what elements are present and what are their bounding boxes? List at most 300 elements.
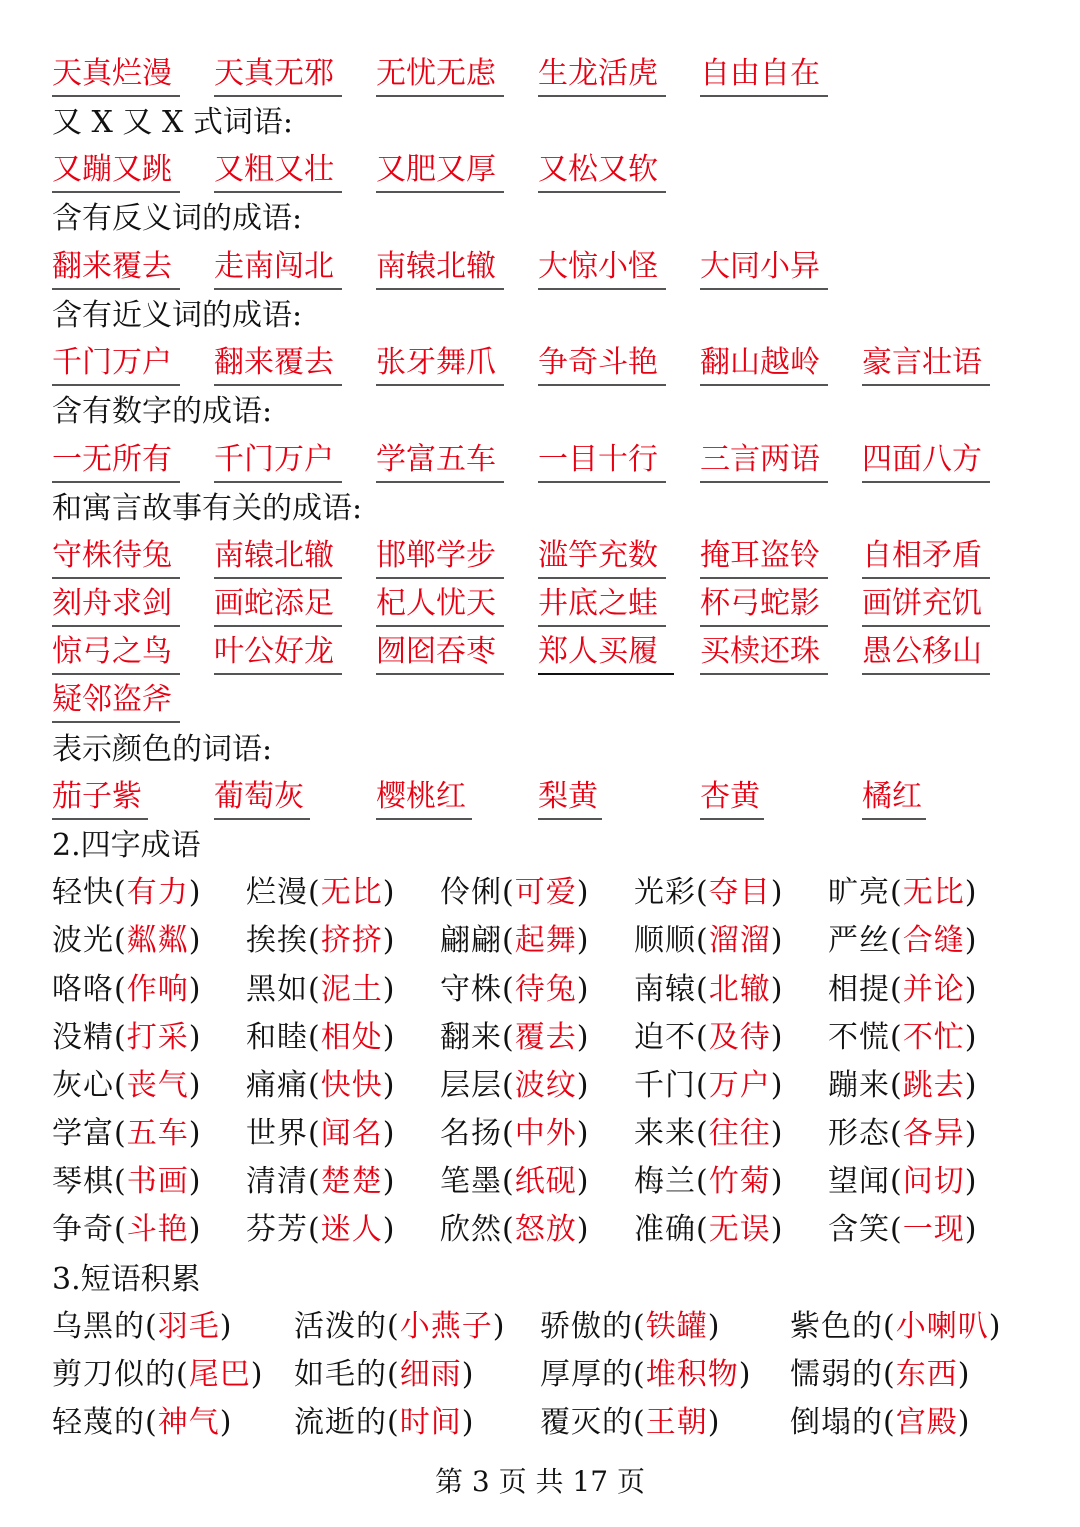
idiom-item xyxy=(440,1162,589,1202)
close-paren: ) xyxy=(492,1309,506,1344)
idiom-prefix: 争奇 xyxy=(52,1212,114,1247)
answer-word: 梨黄 xyxy=(538,778,602,820)
idiom-answer: 怒放 xyxy=(514,1212,577,1247)
open-paren: ( xyxy=(696,875,709,910)
answer-word: 愚公移山 xyxy=(862,633,990,675)
open-paren: ( xyxy=(145,1309,158,1344)
phrase-item xyxy=(294,1403,474,1443)
close-paren: ) xyxy=(770,1212,784,1247)
close-paren: ) xyxy=(964,1212,978,1247)
idiom-answer: 无误 xyxy=(708,1212,771,1247)
open-paren: ( xyxy=(502,1068,515,1103)
idiom-item xyxy=(634,1210,783,1250)
idiom-item xyxy=(828,1114,977,1154)
idiom-item xyxy=(440,921,589,961)
idiom-answer: 泥土 xyxy=(320,972,383,1007)
close-paren: ) xyxy=(188,1164,202,1199)
close-paren: ) xyxy=(188,1068,202,1103)
close-paren: ) xyxy=(382,1020,396,1055)
answer-word: 杯弓蛇影 xyxy=(700,585,828,627)
idiom-item xyxy=(440,1066,589,1106)
open-paren: ( xyxy=(114,923,127,958)
idiom-prefix: 严丝 xyxy=(828,923,890,958)
answer-word: 南辕北辙 xyxy=(376,248,504,290)
phrase-item xyxy=(52,1355,263,1395)
idiom-answer: 有力 xyxy=(126,875,189,910)
idiom-prefix: 含笑 xyxy=(828,1212,890,1247)
answer-word: 自相矛盾 xyxy=(862,537,990,579)
idiom-prefix: 翩翩 xyxy=(440,923,502,958)
open-paren: ( xyxy=(696,923,709,958)
answer-word: 囫囵吞枣 xyxy=(376,633,504,675)
open-paren: ( xyxy=(502,875,515,910)
idiom-answer: 闻名 xyxy=(320,1116,383,1151)
answer-word: 杏黄 xyxy=(700,778,764,820)
page-footer: 第 3 页 共 17 页 xyxy=(435,1465,645,1498)
idiom-prefix: 准确 xyxy=(634,1212,696,1247)
phrase-prefix: 轻蔑的 xyxy=(52,1405,145,1440)
close-paren: ) xyxy=(219,1405,233,1440)
idiom-prefix: 相提 xyxy=(828,972,890,1007)
close-paren: ) xyxy=(188,875,202,910)
section-heading: 表示颜色的词语: xyxy=(52,732,273,767)
open-paren: ( xyxy=(890,875,903,910)
idiom-item xyxy=(52,1162,201,1202)
idiom-answer: 不忙 xyxy=(902,1020,965,1055)
close-paren: ) xyxy=(382,875,396,910)
idiom-answer: 书画 xyxy=(126,1164,189,1199)
open-paren: ( xyxy=(696,972,709,1007)
idiom-item xyxy=(52,1066,201,1106)
phrase-answer: 宫殿 xyxy=(895,1405,958,1440)
idiom-prefix: 波光 xyxy=(52,923,114,958)
phrase-prefix: 剪刀似的 xyxy=(52,1357,176,1392)
open-paren: ( xyxy=(696,1164,709,1199)
phrase-item xyxy=(540,1307,720,1347)
answer-word: 又粗又壮 xyxy=(214,151,342,193)
close-paren: ) xyxy=(576,875,590,910)
answer-word: 井底之蛙 xyxy=(538,585,666,627)
close-paren: ) xyxy=(964,875,978,910)
open-paren: ( xyxy=(502,1116,515,1151)
answer-word: 茄子紫 xyxy=(52,778,148,820)
close-paren: ) xyxy=(770,972,784,1007)
open-paren: ( xyxy=(114,1212,127,1247)
answer-word: 掩耳盗铃 xyxy=(700,537,828,579)
idiom-item xyxy=(828,1066,977,1106)
open-paren: ( xyxy=(502,1212,515,1247)
idiom-answer: 起舞 xyxy=(514,923,577,958)
idiom-prefix: 形态 xyxy=(828,1116,890,1151)
phrase-item xyxy=(294,1307,505,1347)
open-paren: ( xyxy=(114,1116,127,1151)
idiom-prefix: 痛痛 xyxy=(246,1068,308,1103)
answer-word: 学富五车 xyxy=(376,441,504,483)
close-paren: ) xyxy=(707,1309,721,1344)
idiom-item xyxy=(52,1114,201,1154)
open-paren: ( xyxy=(308,923,321,958)
close-paren: ) xyxy=(738,1357,752,1392)
idiom-answer: 往往 xyxy=(708,1116,771,1151)
open-paren: ( xyxy=(114,1164,127,1199)
answer-word: 一目十行 xyxy=(538,441,666,483)
answer-word: 惊弓之鸟 xyxy=(52,633,180,675)
open-paren: ( xyxy=(890,1212,903,1247)
open-paren: ( xyxy=(890,1020,903,1055)
answer-word: 郑人买履 xyxy=(538,633,674,675)
open-paren: ( xyxy=(890,1164,903,1199)
answer-word: 天真无邪 xyxy=(214,55,342,97)
idiom-prefix: 梅兰 xyxy=(634,1164,696,1199)
idiom-item xyxy=(828,1210,977,1250)
idiom-item xyxy=(440,1114,589,1154)
idiom-answer: 问切 xyxy=(902,1164,965,1199)
idiom-item xyxy=(828,1162,977,1202)
phrase-prefix: 覆灭的 xyxy=(540,1405,633,1440)
open-paren: ( xyxy=(308,972,321,1007)
open-paren: ( xyxy=(696,1212,709,1247)
close-paren: ) xyxy=(964,923,978,958)
idiom-item xyxy=(246,921,395,961)
idiom-prefix: 迫不 xyxy=(634,1020,696,1055)
idiom-answer: 夺目 xyxy=(708,875,771,910)
section-heading: 2.四字成语 xyxy=(52,828,201,863)
idiom-prefix: 不慌 xyxy=(828,1020,890,1055)
open-paren: ( xyxy=(502,1020,515,1055)
idiom-answer: 粼粼 xyxy=(126,923,189,958)
idiom-prefix: 光彩 xyxy=(634,875,696,910)
phrase-item xyxy=(52,1403,232,1443)
idiom-answer: 覆去 xyxy=(514,1020,577,1055)
open-paren: ( xyxy=(890,1068,903,1103)
idiom-prefix: 伶俐 xyxy=(440,875,502,910)
close-paren: ) xyxy=(576,1164,590,1199)
open-paren: ( xyxy=(633,1405,646,1440)
idiom-prefix: 烂漫 xyxy=(246,875,308,910)
idiom-item xyxy=(246,1114,395,1154)
idiom-prefix: 顺顺 xyxy=(634,923,696,958)
idiom-item xyxy=(634,873,783,913)
open-paren: ( xyxy=(890,1116,903,1151)
phrase-item xyxy=(294,1355,474,1395)
open-paren: ( xyxy=(502,972,515,1007)
section-heading: 又 X 又 X 式词语: xyxy=(52,105,293,140)
close-paren: ) xyxy=(461,1405,475,1440)
idiom-prefix: 咯咯 xyxy=(52,972,114,1007)
answer-word: 千门万户 xyxy=(214,441,342,483)
phrase-answer: 铁罐 xyxy=(645,1309,708,1344)
phrase-answer: 东西 xyxy=(895,1357,958,1392)
open-paren: ( xyxy=(387,1309,400,1344)
idiom-prefix: 翻来 xyxy=(440,1020,502,1055)
open-paren: ( xyxy=(696,1068,709,1103)
phrase-prefix: 如毛的 xyxy=(294,1357,387,1392)
idiom-item xyxy=(52,1018,201,1058)
phrase-prefix: 紫色的 xyxy=(790,1309,883,1344)
phrase-answer: 细雨 xyxy=(399,1357,462,1392)
answer-word: 大同小异 xyxy=(700,248,828,290)
answer-word: 邯郸学步 xyxy=(376,537,504,579)
idiom-prefix: 笔墨 xyxy=(440,1164,502,1199)
close-paren: ) xyxy=(382,972,396,1007)
idiom-answer: 北辙 xyxy=(708,972,771,1007)
open-paren: ( xyxy=(883,1357,896,1392)
answer-word: 又肥又厚 xyxy=(376,151,504,193)
idiom-item xyxy=(634,970,783,1010)
idiom-item xyxy=(52,873,201,913)
idiom-prefix: 南辕 xyxy=(634,972,696,1007)
idiom-prefix: 来来 xyxy=(634,1116,696,1151)
idiom-answer: 中外 xyxy=(514,1116,577,1151)
idiom-item xyxy=(828,1018,977,1058)
open-paren: ( xyxy=(308,1212,321,1247)
open-paren: ( xyxy=(502,923,515,958)
idiom-answer: 可爱 xyxy=(514,875,577,910)
close-paren: ) xyxy=(770,923,784,958)
phrase-prefix: 活泼的 xyxy=(294,1309,387,1344)
close-paren: ) xyxy=(770,875,784,910)
section-heading: 含有数字的成语: xyxy=(52,394,273,429)
idiom-item xyxy=(440,1210,589,1250)
phrase-item xyxy=(540,1403,720,1443)
open-paren: ( xyxy=(114,972,127,1007)
answer-word: 大惊小怪 xyxy=(538,248,666,290)
close-paren: ) xyxy=(382,1212,396,1247)
close-paren: ) xyxy=(957,1357,971,1392)
close-paren: ) xyxy=(957,1405,971,1440)
phrase-answer: 羽毛 xyxy=(157,1309,220,1344)
phrase-prefix: 懦弱的 xyxy=(790,1357,883,1392)
answer-word: 自由自在 xyxy=(700,55,828,97)
close-paren: ) xyxy=(188,1020,202,1055)
open-paren: ( xyxy=(883,1309,896,1344)
answer-word: 杞人忧天 xyxy=(376,585,504,627)
idiom-prefix: 望闻 xyxy=(828,1164,890,1199)
close-paren: ) xyxy=(188,1116,202,1151)
idiom-answer: 作响 xyxy=(126,972,189,1007)
phrase-item xyxy=(790,1355,970,1395)
idiom-answer: 一现 xyxy=(902,1212,965,1247)
phrase-answer: 王朝 xyxy=(645,1405,708,1440)
open-paren: ( xyxy=(114,875,127,910)
idiom-answer: 待兔 xyxy=(514,972,577,1007)
answer-word: 守株待兔 xyxy=(52,537,180,579)
idiom-prefix: 轻快 xyxy=(52,875,114,910)
close-paren: ) xyxy=(576,1116,590,1151)
idiom-answer: 相处 xyxy=(320,1020,383,1055)
idiom-item xyxy=(246,1018,395,1058)
open-paren: ( xyxy=(145,1405,158,1440)
idiom-item xyxy=(52,1210,201,1250)
close-paren: ) xyxy=(219,1309,233,1344)
idiom-item xyxy=(440,1018,589,1058)
idiom-answer: 竹菊 xyxy=(708,1164,771,1199)
answer-word: 画饼充饥 xyxy=(862,585,990,627)
idiom-item xyxy=(440,873,589,913)
idiom-item xyxy=(634,1162,783,1202)
idiom-prefix: 灰心 xyxy=(52,1068,114,1103)
phrase-answer: 尾巴 xyxy=(188,1357,251,1392)
idiom-prefix: 千门 xyxy=(634,1068,696,1103)
close-paren: ) xyxy=(188,923,202,958)
section-heading: 3.短语积累 xyxy=(52,1262,201,1297)
answer-word: 争奇斗艳 xyxy=(538,344,666,386)
close-paren: ) xyxy=(770,1068,784,1103)
open-paren: ( xyxy=(114,1020,127,1055)
answer-word: 买椟还珠 xyxy=(700,633,828,675)
answer-word: 葡萄灰 xyxy=(214,778,310,820)
close-paren: ) xyxy=(988,1309,1002,1344)
close-paren: ) xyxy=(382,923,396,958)
open-paren: ( xyxy=(114,1068,127,1103)
answer-word: 一无所有 xyxy=(52,441,180,483)
phrase-answer: 堆积物 xyxy=(645,1357,739,1392)
idiom-item xyxy=(634,921,783,961)
phrase-item xyxy=(790,1307,1001,1347)
idiom-answer: 挤挤 xyxy=(320,923,383,958)
phrase-answer: 小燕子 xyxy=(399,1309,493,1344)
close-paren: ) xyxy=(576,923,590,958)
answer-word: 刻舟求剑 xyxy=(52,585,180,627)
answer-word: 无忧无虑 xyxy=(376,55,504,97)
phrase-prefix: 骄傲的 xyxy=(540,1309,633,1344)
answer-word: 又松又软 xyxy=(538,151,666,193)
answer-word: 生龙活虎 xyxy=(538,55,666,97)
close-paren: ) xyxy=(382,1116,396,1151)
idiom-item xyxy=(246,970,395,1010)
idiom-item xyxy=(634,1114,783,1154)
open-paren: ( xyxy=(502,1164,515,1199)
idiom-answer: 及待 xyxy=(708,1020,771,1055)
idiom-prefix: 层层 xyxy=(440,1068,502,1103)
open-paren: ( xyxy=(176,1357,189,1392)
idiom-item xyxy=(828,921,977,961)
close-paren: ) xyxy=(188,1212,202,1247)
phrase-prefix: 乌黑的 xyxy=(52,1309,145,1344)
idiom-item xyxy=(246,1162,395,1202)
answer-word: 张牙舞爪 xyxy=(376,344,504,386)
idiom-answer: 溜溜 xyxy=(708,923,771,958)
idiom-prefix: 名扬 xyxy=(440,1116,502,1151)
answer-word: 天真烂漫 xyxy=(52,55,180,97)
answer-word: 千门万户 xyxy=(52,344,180,386)
idiom-answer: 合缝 xyxy=(902,923,965,958)
close-paren: ) xyxy=(576,1068,590,1103)
phrase-item xyxy=(540,1355,751,1395)
close-paren: ) xyxy=(964,972,978,1007)
close-paren: ) xyxy=(964,1116,978,1151)
idiom-item xyxy=(246,1066,395,1106)
open-paren: ( xyxy=(308,875,321,910)
open-paren: ( xyxy=(696,1020,709,1055)
idiom-prefix: 琴棋 xyxy=(52,1164,114,1199)
idiom-answer: 无比 xyxy=(902,875,965,910)
idiom-item xyxy=(246,873,395,913)
idiom-item xyxy=(246,1210,395,1250)
idiom-prefix: 学富 xyxy=(52,1116,114,1151)
idiom-prefix: 蹦来 xyxy=(828,1068,890,1103)
answer-word: 翻来覆去 xyxy=(214,344,342,386)
open-paren: ( xyxy=(890,923,903,958)
idiom-answer: 丧气 xyxy=(126,1068,189,1103)
answer-word: 翻来覆去 xyxy=(52,248,180,290)
answer-word: 南辕北辙 xyxy=(214,537,342,579)
idiom-item xyxy=(828,873,977,913)
answer-word: 叶公好龙 xyxy=(214,633,342,675)
answer-word: 四面八方 xyxy=(862,441,990,483)
answer-word: 疑邻盗斧 xyxy=(52,681,180,723)
close-paren: ) xyxy=(250,1357,264,1392)
answer-word: 走南闯北 xyxy=(214,248,342,290)
idiom-answer: 楚楚 xyxy=(320,1164,383,1199)
idiom-answer: 快快 xyxy=(320,1068,383,1103)
idiom-answer: 纸砚 xyxy=(514,1164,577,1199)
phrase-prefix: 厚厚的 xyxy=(540,1357,633,1392)
close-paren: ) xyxy=(707,1405,721,1440)
open-paren: ( xyxy=(633,1309,646,1344)
phrase-answer: 时间 xyxy=(399,1405,462,1440)
idiom-answer: 无比 xyxy=(320,875,383,910)
idiom-item xyxy=(440,970,589,1010)
idiom-prefix: 黑如 xyxy=(246,972,308,1007)
open-paren: ( xyxy=(883,1405,896,1440)
close-paren: ) xyxy=(964,1020,978,1055)
close-paren: ) xyxy=(576,972,590,1007)
idiom-item xyxy=(634,1018,783,1058)
open-paren: ( xyxy=(308,1020,321,1055)
close-paren: ) xyxy=(382,1164,396,1199)
answer-word: 三言两语 xyxy=(700,441,828,483)
idiom-answer: 万户 xyxy=(708,1068,771,1103)
idiom-item xyxy=(52,921,201,961)
idiom-prefix: 世界 xyxy=(246,1116,308,1151)
idiom-prefix: 芬芳 xyxy=(246,1212,308,1247)
phrase-prefix: 倒塌的 xyxy=(790,1405,883,1440)
answer-word: 画蛇添足 xyxy=(214,585,342,627)
open-paren: ( xyxy=(696,1116,709,1151)
idiom-prefix: 没精 xyxy=(52,1020,114,1055)
idiom-prefix: 和睦 xyxy=(246,1020,308,1055)
close-paren: ) xyxy=(576,1020,590,1055)
idiom-prefix: 欣然 xyxy=(440,1212,502,1247)
idiom-answer: 各异 xyxy=(902,1116,965,1151)
idiom-answer: 斗艳 xyxy=(126,1212,189,1247)
answer-word: 翻山越岭 xyxy=(700,344,828,386)
open-paren: ( xyxy=(308,1164,321,1199)
idiom-item xyxy=(52,970,201,1010)
answer-word: 豪言壮语 xyxy=(862,344,990,386)
idiom-prefix: 旷亮 xyxy=(828,875,890,910)
close-paren: ) xyxy=(188,972,202,1007)
close-paren: ) xyxy=(964,1164,978,1199)
close-paren: ) xyxy=(461,1357,475,1392)
idiom-prefix: 挨挨 xyxy=(246,923,308,958)
section-heading: 含有近义词的成语: xyxy=(52,298,303,333)
open-paren: ( xyxy=(633,1357,646,1392)
open-paren: ( xyxy=(387,1357,400,1392)
close-paren: ) xyxy=(964,1068,978,1103)
open-paren: ( xyxy=(387,1405,400,1440)
phrase-item xyxy=(790,1403,970,1443)
idiom-answer: 打采 xyxy=(126,1020,189,1055)
answer-word: 橘红 xyxy=(862,778,926,820)
close-paren: ) xyxy=(576,1212,590,1247)
open-paren: ( xyxy=(308,1116,321,1151)
idiom-answer: 迷人 xyxy=(320,1212,383,1247)
idiom-prefix: 清清 xyxy=(246,1164,308,1199)
close-paren: ) xyxy=(770,1116,784,1151)
section-heading: 含有反义词的成语: xyxy=(52,201,303,236)
